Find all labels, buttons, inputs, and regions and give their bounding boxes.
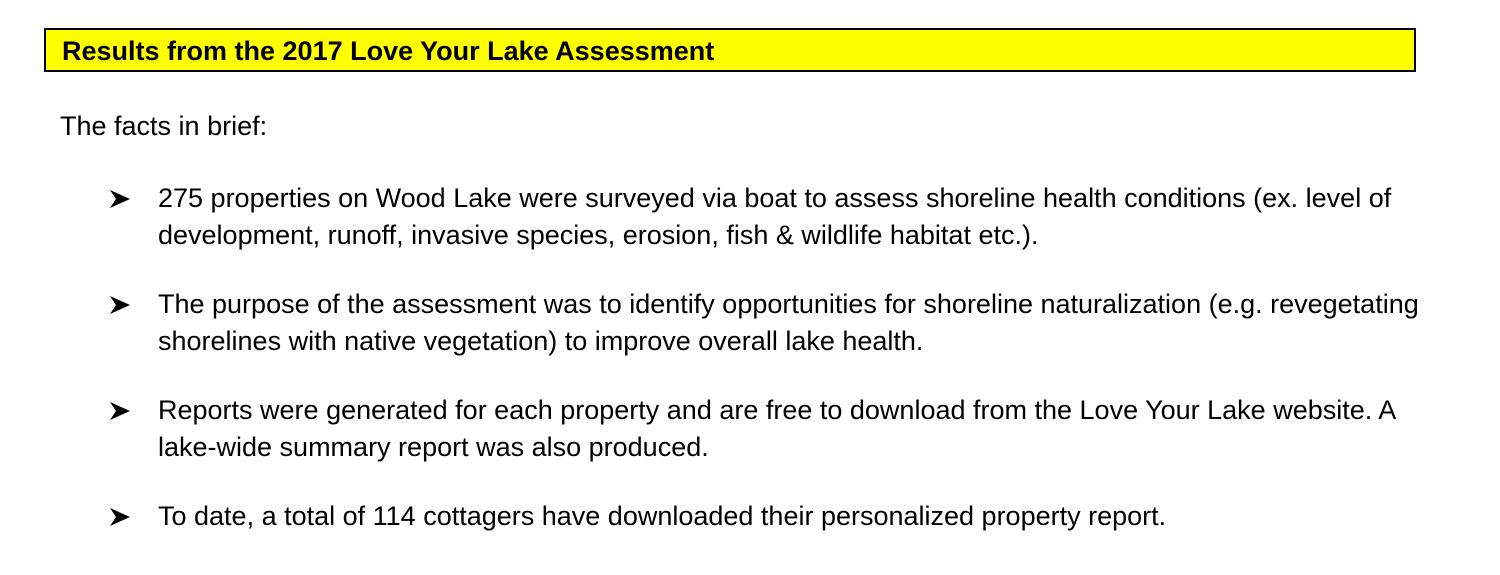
- list-item-text: The purpose of the assessment was to identify opportunities for shoreline naturalization (e.g. revegetating shorelines with native vegetation) to improve overall lake health.: [158, 289, 1419, 356]
- arrowhead-bullet-icon: [108, 189, 132, 209]
- list-item-text: Reports were generated for each property and are free to download from the Love Your Lake website. A lake-wide summary report was also produced.: [158, 395, 1395, 462]
- arrowhead-bullet-icon: [108, 401, 132, 421]
- title-banner: [44, 28, 1416, 72]
- list-item: [108, 180, 1448, 254]
- document-title: Results from the 2017 Love Your Lake Assessment: [62, 36, 715, 66]
- list-item: [108, 498, 1448, 535]
- facts-list: [108, 180, 1448, 567]
- list-item-text: 275 properties on Wood Lake were surveyed via boat to assess shoreline health conditions (ex. level of development, runoff, invasive species, erosion, fish & wildlife habitat etc.).: [158, 183, 1392, 250]
- list-item: [108, 392, 1448, 466]
- list-item: [108, 286, 1448, 360]
- list-item-text: To date, a total of 114 cottagers have downloaded their personalized property report.: [158, 501, 1167, 531]
- arrowhead-bullet-icon: [108, 295, 132, 315]
- intro-text: The facts in brief:: [60, 111, 268, 141]
- arrowhead-bullet-icon: [108, 507, 132, 527]
